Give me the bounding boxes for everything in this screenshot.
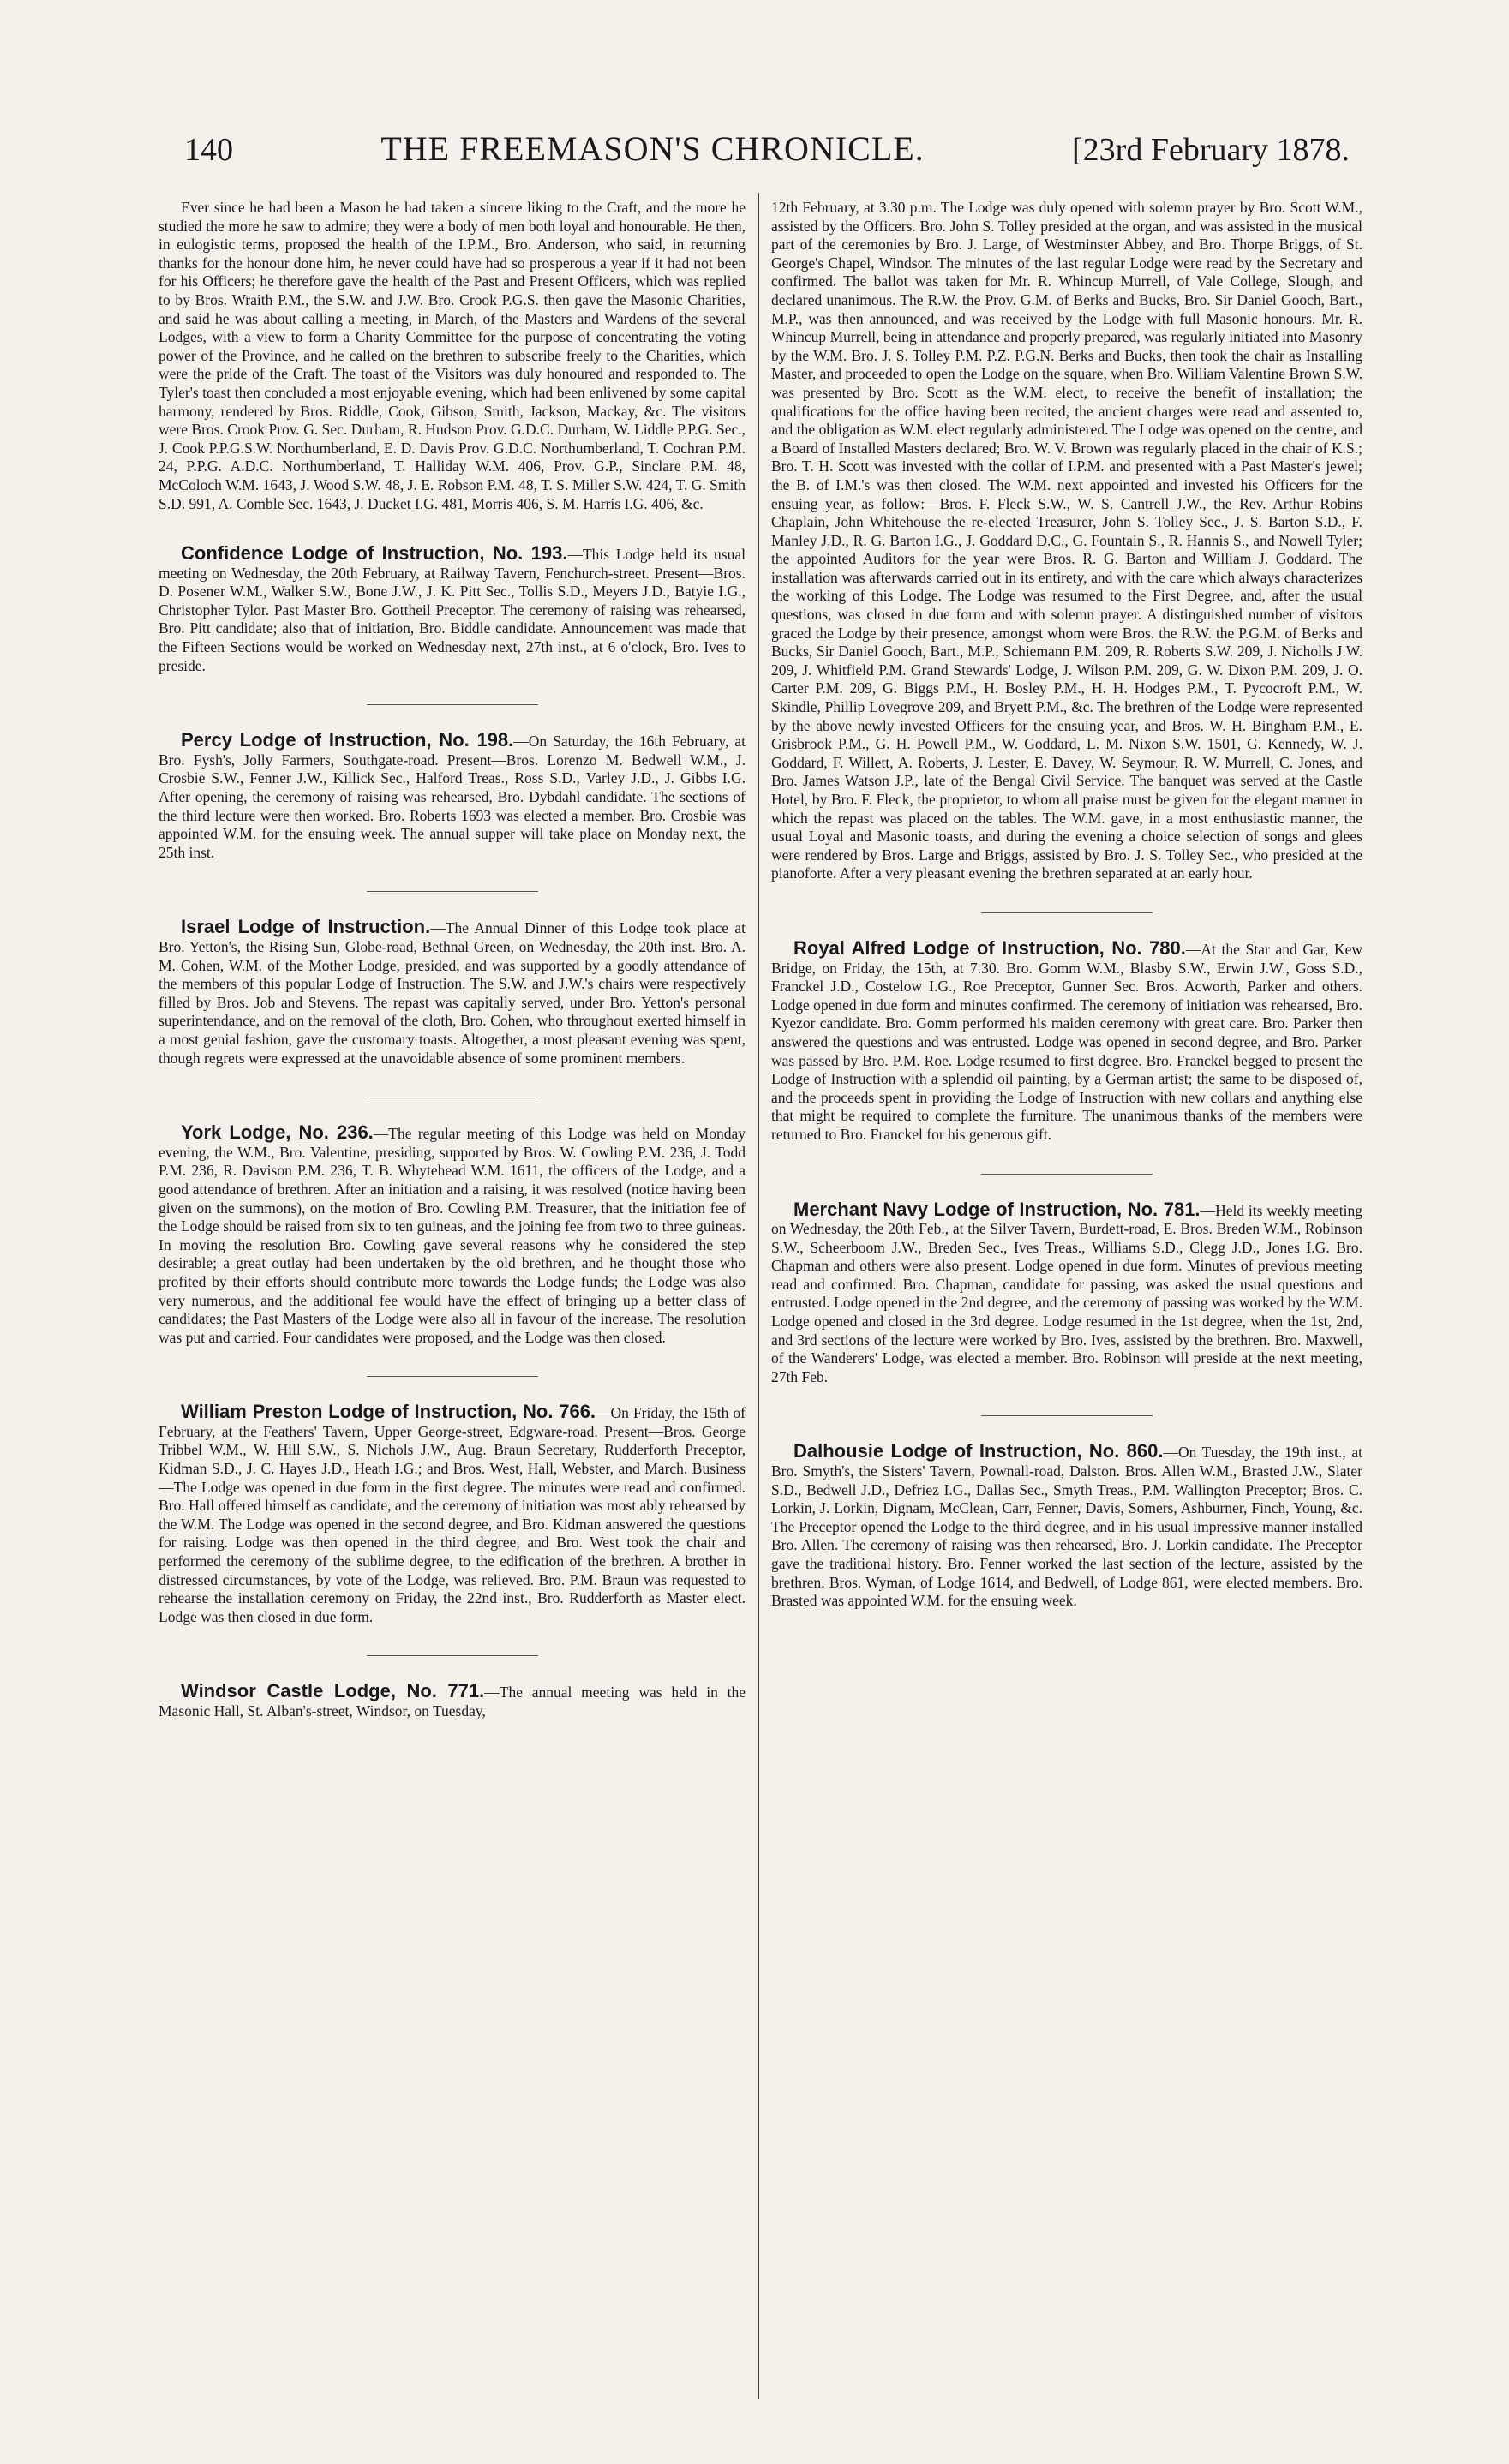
article-merchant-navy-lodge — [771, 1200, 1362, 1387]
article-windsor-castle-lodge — [159, 1682, 746, 1720]
windsor-article-continued: 12th February, at 3.30 p.m. The Lodge was duly opened with solemn prayer by Bro. Scott W.M., assisted by the Officers. Bro. John S. Tolley presided at the organ, and was assisted in the musical part of the ceremonies by Bro. J. Large, of Westminster Abbey, and Bro. Thorpe Briggs, of St. George's Chapel, Windsor. The minutes of the last regular Lodge were read by the Secretary and confirmed. The ballot was taken for Mr. R. Whincup Murrell, of Vale College, Slough, and declared unanimous. The R.W. the Prov. G.M. of Berks and Bucks, Bro. Sir Daniel Gooch, Bart., M.P., was then announced, and was received by the Lodge with full Masonic honours. Mr. R. Whincup Murrell, being in attendance and properly prepared, was regularly initiated into Masonry by the W.M. Bro. J. S. Tolley P.M. P.Z. P.G.N. Berks and Bucks, then took the chair as Installing Master, and proceeded to open the Lodge on the square, when Bro. William Valentine Brown S.W. was presented by Bro. Scott as the W.M. elect, to receive the benefit of installation; the qualifications for the office having been recited, the ancient charges were read and assented to, and the obligation as W.M. elect regularly administered. The Lodge was opened on the centre, and a Board of Installed Masters declared; Bro. W. V. Brown was regularly placed in the chair of K.S.; Bro. T. H. Scott was invested with the collar of I.P.M. and presented with a Past Master's jewel; the B. of I.M.'s was then closed. The W.M. next appointed and invested his Officers for the ensuing year, as follow:—Bros. F. Fleck S.W., W. S. Cantrell J.W., the Rev. Arthur Robins Chaplain, John Whitehouse the re-elected Treasurer, John S. Tolley Sec., J. S. Barton S.D., F. Manley J.D., R. G. Barton I.G., J. Goddard D.C., G. Fountain S., R. Hannis S., and Nowell Tyler; the appointed Auditors for the year were Bros. R. G. Barton and William J. Goddard. The installation was afterwards carried out in its entirety, and with the care which always characterizes the working of this Lodge. The Lodge was resumed to the First Degree, and, after the usual questions, was closed in due form and with solemn prayer. A distinguished number of visitors graced the Lodge by their presence, amongst whom were Bros. the R.W. the P.G.M. of Berks and Bucks, Sir Daniel Gooch, Bart., M.P., Schiemann P.M. 209, R. Roberts S.W. 209, J. Nicholls J.W. 209, J. Whitfield P.M. Grand Stewards' Lodge, J. Wilson P.M. 209, G. W. Dixon P.M. 209, J. O. Carter P.M. 209, G. Biggs P.M., H. Bosley P.M., H. H. Hodges P.M., T. Pycocroft P.M., W. Skindle, Phillip Lovegrove 209, and Bryett P.M., &c. The brethren of the Lodge were represented by the above newly invested Officers for the ensuing year, and Bros. W. H. Bingham P.M., E. Grisbrook P.M., G. H. Powell P.M., W. Goddard, L. M. Nixon S.W. 1501, G. Kennedy, W. J. Goddard, F. Willett, A. Roberts, J. Lester, E. Davey, W. Seymour, R. W. Murrell, C. Jones, and Bro. James Watson J.P., late of the Bengal Civil Service. The banquet was served at the Castle Hotel, by Bro. F. Fleck, the proprietor, to whom all praise must be given for the elegant manner in which the repast was placed on the tables. The W.M. gave, in a most enthusiastic manner, the usual Loyal and Masonic toasts, and during the evening a choice selection of songs and glees were rendered by Bros. Large and Briggs, assisted by Bro. J. S. Tolley Sec., who presided at the pianoforte. After a very pleasant evening the brethren separated at an early hour. — [771, 199, 1362, 882]
left-column — [159, 199, 746, 1721]
article-title: Confidence Lodge of Instruction, No. 193. — [181, 542, 568, 565]
article-york-lodge — [159, 1123, 746, 1347]
article-title: Windsor Castle Lodge, No. 771. — [181, 1680, 485, 1702]
continued-article-text: Ever since he had been a Mason he had taken a sincere liking to the Craft, and the more he studied the more he saw to admire; they were a body of men both loyal and honourable. He then, in eulogistic terms, proposed the health of the I.P.M., Bro. Anderson, who said, in returning thanks for the honour done him, he never could have had so prosperous a year if it had not been for his Officers; he therefore gave the health of the Past and Present Officers, which was replied to by Bros. Wraith P.M., the S.W. and J.W. Bro. Crook P.G.S. then gave the Masonic Charities, and said he was about calling a meeting, in March, of the Masters and Wardens of the several Lodges, with a view to form a Charity Committee for the purpose of concentrating the voting power of the Province, and he called on the brethren to subscribe freely to the Charities, which were the pride of the Craft. The toast of the Visitors was duly honoured and responded to. The Tyler's toast then concluded a most enjoyable evening, which had been enlivened by some capital harmony, rendered by Bros. Riddle, Cook, Gibson, Smith, Jackson, Mackay, &c. The visitors were Bros. Crook Prov. G. Sec. Durham, R. Hudson Prov. G.D.C. Durham, W. Liddle P.P.G. Sec., J. Cook P.P.G.S.W. Northumberland, E. D. Davis Prov. G.D.C. Northumberland, T. Cochran P.M. 24, P.P.G. A.D.C. Northumberland, T. Halliday W.M. 406, Prov. G.P., Sinclare P.M. 48, McColoch W.M. 1643, J. Wood S.W. 48, J. E. Robson P.M. 48, T. S. Miller S.W. 424, T. G. Smith S.D. 991, A. Comble Sec. 1643, J. Ducket I.G. 481, Morris 406, S. M. Harris I.G. 406, &c. — [159, 199, 746, 512]
column-divider — [758, 193, 759, 2399]
article-body: —The annual meeting was held in the Masonic Hall, St. Alban's-street, Windsor, on Tuesday, — [159, 1684, 746, 1719]
article-title: Percy Lodge of Instruction, No. 198. — [181, 729, 514, 751]
article-separator — [367, 704, 538, 705]
article-separator — [367, 891, 538, 892]
article-title: York Lodge, No. 236. — [181, 1121, 374, 1144]
article-title: Merchant Navy Lodge of Instruction, No. 781. — [793, 1198, 1201, 1220]
article-body: —At the Star and Gar, Kew Bridge, on Friday, the 15th, at 7.30. Bro. Gomm W.M., Blasby S.W., Erwin J.W., Goss S.D., Franckel J.D., Costelow I.G., Roe Preceptor, Gunner Sec. Bros. Acworth, Parker and others. Lodge opened in due form and minutes confirmed. The ceremony of initiation was rehearsed, Bro. Kyezor candidate. Bro. Gomm performed his maiden ceremony with great care. Bro. Parker then answered the questions and was entrusted. Lodge was opened in second degree, and Bro. Parker was passed by Bro. P.M. Roe. Lodge resumed to first degree. Bro. Franckel begged to present the Lodge of Instruction with a splendid oil painting, by a German artist; the same to be disposed of, and the proceeds spent in providing the Lodge of Instruction with new collars and anything else that might be required to complete the furniture. The unanimous thanks of the members were returned to Bro. Franckel for his generous gift. — [771, 940, 1362, 1143]
article-body: —Held its weekly meeting on Wednesday, the 20th Feb., at the Silver Tavern, Burdett-road, E. Bros. Breden W.M., Robinson S.W., Scheerboom J.W., Breden Sec., Ives Treas., Williams S.D., Clegg J.D., Jones I.G. Bro. Chapman and others were also present. Lodge opened in due form. Minutes of previous meeting read and confirmed. Bro. Chapman, candidate for passing, was asked the usual questions and entrusted. Lodge opened in the 2nd degree, and the ceremony of passing was worked by the W.M. Lodge opened and closed in the 3rd degree. Lodge resumed in the 1st degree, when the 1st, 2nd, and 3rd sections of the lecture were worked by Bro. Ives, assisted by the brethren. Bro. Maxwell, of the Wanderers' Lodge, was elected a member. Bro. Robinson will preside at the next meeting, 27th Feb. — [771, 1201, 1362, 1385]
article-body: —The regular meeting of this Lodge was held on Monday evening, the W.M., Bro. Valentine, presiding, supported by Bros. W. Cowling P.M. 236, J. Todd P.M. 236, R. Davison P.M. 236, T. B. Whytehead W.M. 1611, the officers of the Lodge, and a good attendance of brethren. After an initiation and a raising, it was resolved (notice having been given on the summons), on the motion of Bro. Cowling P.M. Treasurer, that the initiation fee of the Lodge should be raised from six to ten guineas, and the joining fee from two to three guineas. In moving the resolution Bro. Cowling gave several reasons why he considered the step desirable; a great outlay had been undertaken by the old brethren, and he thought those who profited by their efforts should contribute more towards the Lodge funds; the Lodge was also very numerous, and the additional fee would have the effect of bringing up a better class of candidates; the Past Masters of the Lodge were also all in favour of the increase. The resolution was put and carried. Four candidates were proposed, and the Lodge was then closed. — [159, 1125, 746, 1346]
article-dalhousie-lodge — [771, 1442, 1362, 1610]
article-title: William Preston Lodge of Instruction, No. 766. — [181, 1401, 596, 1423]
article-body: —The Annual Dinner of this Lodge took place at Bro. Yetton's, the Rising Sun, Globe-road, Bethnal Green, on Wednesday, the 20th inst. Bro. A. M. Cohen, W.M. of the Mother Lodge, presided, and was supported by a goodly attendance of the members of this popular Lodge of Instruction. The S.W. and J.W.'s chairs were respectively filled by Bros. Job and Stevens. The repast was capitally served, under Bro. Yetton's personal superintendance, and on the removal of the cloth, Bro. Cohen, who throughout exerted himself in a most genial fashion, gave the customary toasts. Altogether, a most pleasant evening was spent, though regrets were expressed at the unavoidable absence of some prominent members. — [159, 919, 746, 1067]
article-confidence-lodge — [159, 544, 746, 675]
article-body: —On Saturday, the 16th February, at Bro. Fysh's, Jolly Farmers, Southgate-road. Present—Bros. Lorenzo M. Bedwell W.M., J. Crosbie S.W., Fenner J.W., Killick Sec., Halford Treas., Ross S.D., Varley J.D., J. Gibbs I.G. After opening, the ceremony of raising was rehearsed, Bro. Dybdahl candidate. The sections of the third lecture were then worked. Bro. Roberts 1693 was elected a member. Bro. Crosbie was appointed W.M. for the ensuing week. The annual supper will take place on Monday next, the 25th inst. — [159, 733, 746, 861]
article-percy-lodge — [159, 731, 746, 862]
right-column — [771, 199, 1362, 1611]
page-title: THE FREEMASON'S CHRONICLE. — [380, 129, 925, 168]
article-william-preston-lodge — [159, 1402, 746, 1626]
issue-date: [23rd February 1878. — [1072, 132, 1350, 168]
article-body: —On Tuesday, the 19th inst., at Bro. Smyth's, the Sisters' Tavern, Pownall-road, Dalston. Bros. Allen W.M., Brasted J.W., Slater S.D., Bedwell J.D., Defriez I.G., Dallas Sec., Smyth Treas., P.M. Wallington Preceptor; Bros. C. Lorkin, J. Lorkin, Dignam, McClean, Carr, Fenner, Davis, Somers, Ashburner, Finch, Young, &c. The Preceptor opened the Lodge to the third degree, and in his usual impressive manner installed Bro. Allen. The ceremony of raising was then rehearsed, Bro. J. Lorkin candidate. The Preceptor gave the traditional history. Bro. Fenner worked the last section of the lecture, assisted by the brethren. Bros. Wyman, of Lodge 1614, and Bedwell, of Lodge 861, were elected members. Bro. Brasted was appointed W.M. for the ensuing week. — [771, 1444, 1362, 1610]
article-title: Dalhousie Lodge of Instruction, No. 860. — [793, 1440, 1164, 1462]
article-body: —This Lodge held its usual meeting on Wednesday, the 20th February, at Railway Tavern, Fenchurch-street. Present—Bros. D. Posener W.M., Walker S.W., Bone J.W., J. K. Pitt Sec., Tollis S.D., Meyers J.D., Batyie I.G., Christopher Tylor. Past Master Bro. Gottheil Preceptor. The ceremony of raising was rehearsed, Bro. Pitt candidate; also that of initiation, Bro. Biddle candidate. Announcement was made that the Fifteen Sections would be worked on Wednesday next, 27th inst., at 6 o'clock, Bro. Ives to preside. — [159, 546, 746, 674]
article-separator — [981, 912, 1153, 913]
article-separator — [981, 1415, 1153, 1416]
article-title: Israel Lodge of Instruction. — [181, 916, 431, 938]
masthead — [184, 129, 1350, 180]
article-separator — [367, 1376, 538, 1377]
article-royal-alfred-lodge — [771, 936, 1362, 1145]
page-number: 140 — [184, 132, 233, 168]
article-separator — [981, 1174, 1153, 1175]
article-israel-lodge — [159, 918, 746, 1068]
article-title: Royal Alfred Lodge of Instruction, No. 780. — [793, 936, 1186, 959]
article-body: —On Friday, the 15th of February, at the Feathers' Tavern, Upper George-street, Edgware-road. Present—Bros. George Tribbel W.M., W. Hill S.W., S. Nichols J.W., Aug. Braun Secretary, Rudderforth Preceptor, Kidman S.D., J. C. Hayes J.D., Heath I.G.; and Bros. West, Hall, Webster, and March. Business—The Lodge was opened in due form in the first degree. The minutes were read and confirmed. Bro. Hall offered himself as candidate, and the ceremony of initiation was most ably rehearsed by the W.M. The Lodge was opened in the second degree, and Bro. Kidman answered the questions for raising. Lodge was then opened in the third degree, and Bro. West took the chair and performed the ceremony of the sublime degree, to the edification of the brethren. A brother in distressed circumstances, by vote of the Lodge, was relieved. Bro. P.M. Braun was requested to rehearse the installation ceremony on Friday, the 22nd inst., Bro. Rudderforth as Master elect. Lodge was then closed in due form. — [159, 1404, 746, 1625]
article-separator — [367, 1655, 538, 1656]
